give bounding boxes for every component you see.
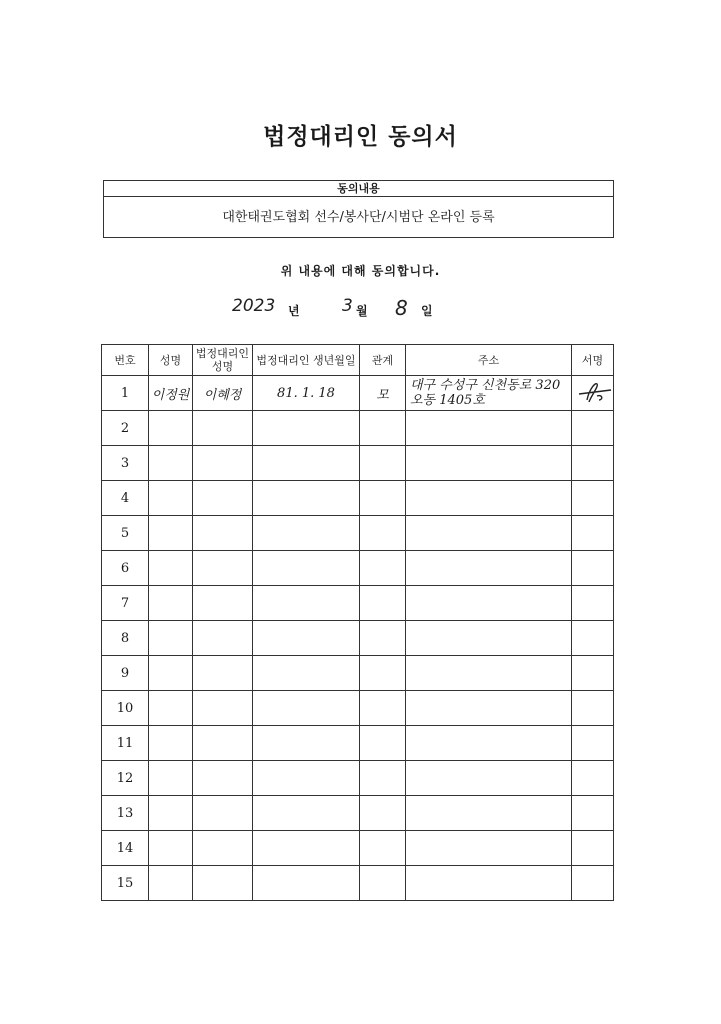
row-name <box>149 411 193 446</box>
row-rep-dob <box>253 761 360 796</box>
row-rep-dob <box>253 516 360 551</box>
row-address <box>406 586 572 621</box>
row-rep-dob <box>253 621 360 656</box>
row-number: 8 <box>102 621 149 656</box>
row-rep-name <box>193 866 253 901</box>
signature-mark <box>573 376 613 406</box>
row-rep-name <box>193 446 253 481</box>
row-name <box>149 586 193 621</box>
row-number: 14 <box>102 831 149 866</box>
row-signature <box>572 411 614 446</box>
row-rep-dob <box>253 726 360 761</box>
row-rep-dob <box>253 691 360 726</box>
row-relation <box>360 691 406 726</box>
row-number: 15 <box>102 866 149 901</box>
row-rep-name <box>193 796 253 831</box>
row-rep-name <box>193 586 253 621</box>
row-address <box>406 656 572 691</box>
row-signature <box>572 866 614 901</box>
row-rep-name: 이혜정 <box>193 376 253 411</box>
date-day-unit: 일 <box>421 304 433 318</box>
row-number: 10 <box>102 691 149 726</box>
row-address <box>406 866 572 901</box>
row-rep-name <box>193 656 253 691</box>
row-name <box>149 691 193 726</box>
row-number: 9 <box>102 656 149 691</box>
row-address <box>406 446 572 481</box>
header-number: 번호 <box>102 345 149 376</box>
row-rep-name <box>193 516 253 551</box>
row-rep-name <box>193 551 253 586</box>
row-name <box>149 831 193 866</box>
row-rep-dob <box>253 866 360 901</box>
row-signature <box>572 796 614 831</box>
row-address <box>406 481 572 516</box>
date-year: 2023 <box>232 296 276 316</box>
table-row <box>102 726 614 761</box>
row-signature <box>572 621 614 656</box>
row-name <box>149 481 193 516</box>
table-row <box>102 481 614 516</box>
date-year-unit: 년 <box>288 304 300 318</box>
table-row <box>102 586 614 621</box>
row-relation <box>360 586 406 621</box>
row-address <box>406 726 572 761</box>
row-relation <box>360 796 406 831</box>
row-address <box>406 831 572 866</box>
row-name <box>149 656 193 691</box>
date-month: 3 <box>342 296 353 316</box>
row-rep-name <box>193 621 253 656</box>
row-address <box>406 621 572 656</box>
row-relation <box>360 481 406 516</box>
row-rep-dob <box>253 796 360 831</box>
row-signature <box>572 656 614 691</box>
consent-box <box>103 180 614 238</box>
row-relation <box>360 411 406 446</box>
consent-body: 대한태권도협회 선수/봉사단/시범단 온라인 등록 <box>222 210 495 225</box>
consent-header: 동의내용 <box>104 181 613 197</box>
row-signature <box>572 726 614 761</box>
row-address <box>406 516 572 551</box>
row-number: 12 <box>102 761 149 796</box>
row-name <box>149 866 193 901</box>
row-name <box>149 551 193 586</box>
row-rep-dob <box>253 586 360 621</box>
row-signature <box>572 551 614 586</box>
header-signature: 서명 <box>572 345 614 376</box>
row-signature <box>572 831 614 866</box>
row-rep-dob <box>253 551 360 586</box>
row-address <box>406 691 572 726</box>
row-relation <box>360 726 406 761</box>
header-rep-name: 법정대리인 성명 <box>193 345 253 376</box>
row-relation <box>360 761 406 796</box>
row-name <box>149 621 193 656</box>
header-rep-dob: 법정대리인 생년월일 <box>253 345 360 376</box>
date-day: 8 <box>395 296 408 320</box>
row-name <box>149 446 193 481</box>
date-row <box>0 296 721 322</box>
row-relation <box>360 866 406 901</box>
guardian-table <box>101 344 614 901</box>
table-header-row <box>102 345 614 376</box>
row-signature <box>572 586 614 621</box>
row-rep-name <box>193 761 253 796</box>
row-address <box>406 411 572 446</box>
row-signature <box>572 446 614 481</box>
header-relation: 관계 <box>360 345 406 376</box>
row-address <box>406 761 572 796</box>
row-rep-dob <box>253 481 360 516</box>
row-rep-name <box>193 481 253 516</box>
row-name: 이정원 <box>149 376 193 411</box>
row-signature <box>572 691 614 726</box>
row-relation <box>360 446 406 481</box>
row-relation <box>360 621 406 656</box>
table-row <box>102 796 614 831</box>
header-address: 주소 <box>406 345 572 376</box>
table-row <box>102 516 614 551</box>
row-number: 1 <box>102 376 149 411</box>
table-row <box>102 866 614 901</box>
row-rep-name <box>193 691 253 726</box>
row-rep-dob <box>253 446 360 481</box>
row-rep-dob <box>253 831 360 866</box>
row-address: 대구 수성구 신천동로 320 오동 1405호 <box>406 376 572 411</box>
row-name <box>149 761 193 796</box>
row-number: 7 <box>102 586 149 621</box>
row-address <box>406 796 572 831</box>
table-row <box>102 446 614 481</box>
table-row <box>102 376 614 411</box>
document-title: 법정대리인 동의서 <box>263 124 458 150</box>
row-signature <box>572 761 614 796</box>
row-address <box>406 551 572 586</box>
date-month-unit: 월 <box>356 304 368 318</box>
table-row <box>102 761 614 796</box>
table-row <box>102 656 614 691</box>
table-row <box>102 831 614 866</box>
row-number: 4 <box>102 481 149 516</box>
row-number: 2 <box>102 411 149 446</box>
row-number: 13 <box>102 796 149 831</box>
row-rep-name <box>193 831 253 866</box>
row-relation <box>360 516 406 551</box>
row-rep-name <box>193 411 253 446</box>
row-rep-dob <box>253 411 360 446</box>
row-number: 11 <box>102 726 149 761</box>
row-name <box>149 726 193 761</box>
row-number: 6 <box>102 551 149 586</box>
row-relation: 모 <box>360 376 406 411</box>
table-row <box>102 551 614 586</box>
agree-statement: 위 내용에 대해 동의합니다. <box>280 264 441 278</box>
row-number: 5 <box>102 516 149 551</box>
table-row <box>102 691 614 726</box>
row-name <box>149 796 193 831</box>
row-signature <box>572 516 614 551</box>
row-rep-dob: 81. 1. 18 <box>253 376 360 411</box>
row-signature <box>572 481 614 516</box>
row-name <box>149 516 193 551</box>
row-rep-name <box>193 726 253 761</box>
row-number: 3 <box>102 446 149 481</box>
row-relation <box>360 831 406 866</box>
row-rep-dob <box>253 656 360 691</box>
row-relation <box>360 551 406 586</box>
table-row <box>102 621 614 656</box>
table-row <box>102 411 614 446</box>
header-name: 성명 <box>149 345 193 376</box>
row-signature <box>572 376 614 411</box>
row-relation <box>360 656 406 691</box>
